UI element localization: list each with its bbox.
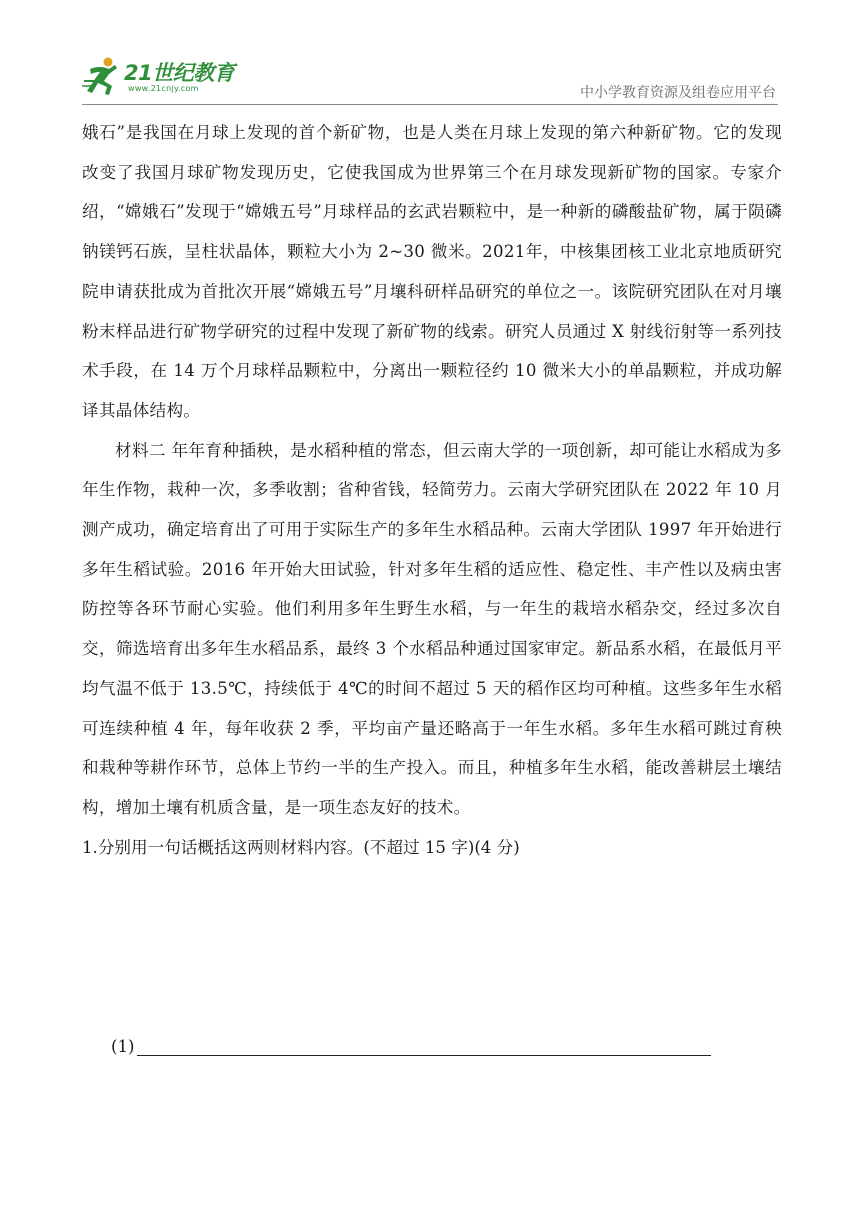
platform-name: 中小学教育资源及组卷应用平台: [580, 85, 776, 101]
logo-url: www.21cnjy.com: [128, 84, 199, 93]
logo: [82, 55, 262, 105]
logo-main-text: 21世纪教育: [124, 61, 235, 85]
material-1-paragraph: 娥石”是我国在月球上发现的首个新矿物，也是人类在月球上发现的第六种新矿物。它的发现改变了我国月球矿物发现历史，它使我国成为世界第三个在月球发现新矿物的国家。专家介绍，“嫦娥石”发现于“嫦娥五号”月球样品的玄武岩颗粒中，是一种新的磷酸盐矿物，属于陨磷钠镁钙石族，呈柱状晶体，颗粒大小为 2~30 微米。2021年，中核集团核工业北京地质研究院申请获批成为首批次开展“嫦娥五号”月壤科研样品研究的单位之一。该院研究团队在对月壤粉末样品进行矿物学研究的过程中发现了新矿物的线索。研究人员通过 X 射线衍射等一系列技术手段，在 14 万个月球样品颗粒中，分离出一颗粒径约 10 微米大小的单晶颗粒，并成功解译其晶体结构。: [82, 123, 782, 420]
answer-row-1: [111, 1037, 711, 1056]
answer-blank-line[interactable]: [137, 1037, 711, 1056]
runner-logo-icon: [82, 55, 126, 99]
page-header: [0, 0, 860, 110]
header-divider: [82, 104, 778, 105]
material-2-paragraph: 材料二 年年育种插秧，是水稻种植的常态，但云南大学的一项创新，却可能让水稻成为多年生作物，栽种一次，多季收割；省种省钱，轻简劳力。云南大学研究团队在 2022 年 10 月测产成功，确定培育出了可用于实际生产的多年生水稻品种。云南大学团队 1997 年开始进行多年生稻试验。2016 年开始大田试验，针对多年生稻的适应性、稳定性、丰产性以及病虫害防控等各环节耐心实验。他们利用多年生野生水稻，与一年生的栽培水稻杂交，经过多次自交，筛选培育出多年生水稻品系，最终 3 个水稻品种通过国家审定。新品系水稻，在最低月平均气温不低于 13.5℃，持续低于 4℃的时间不超过 5 天的稻作区均可种植。这些多年生水稻可连续种植 4 年，每年收获 2 季，平均亩产量还略高于一年生水稻。多年生水稻可跳过育秧和栽种等耕作环节，总体上节约一半的生产投入。而且，种植多年生水稻，能改善耕层土壤结构，增加土壤有机质含量，是一项生态友好的技术。: [82, 440, 782, 817]
document-body: [82, 113, 782, 867]
answer-label: (1): [111, 1037, 135, 1056]
question-1: 1.分别用一句话概括这两则材料内容。(不超过 15 字)(4 分): [82, 837, 520, 857]
